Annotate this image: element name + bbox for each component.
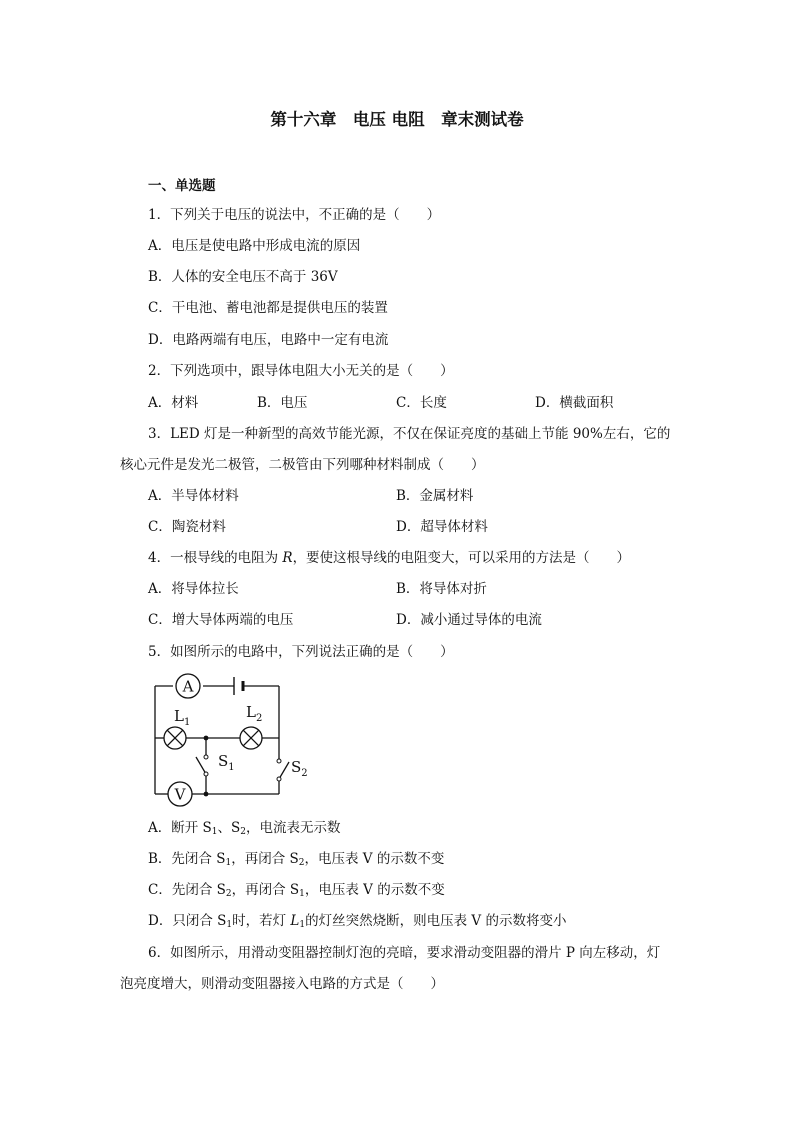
question-1-option-d: D．电路两端有电压，电路中一定有电流	[148, 332, 389, 348]
question-6-stem-line1: 6．如图所示，用滑动变阻器控制灯泡的亮暗，要求滑动变阻器的滑片 P 向左移动，灯	[148, 945, 661, 961]
circuit-diagram	[148, 668, 308, 813]
lamp-l2-label: $L_2$	[246, 703, 263, 724]
question-5-option-b: B．先闭合 $S_1$，再闭合 $S_2$，电压表 V 的示数不变	[148, 851, 445, 868]
question-3-stem-line2: 核心元件是发光二极管，二极管由下列哪种材料制成（ ）	[120, 457, 485, 473]
question-3-option-d: D．超导体材料	[396, 519, 488, 535]
variable-r: R	[282, 550, 293, 566]
question-3-option-b: B．金属材料	[396, 488, 474, 504]
question-1-option-c: C．干电池、蓄电池都是提供电压的装置	[148, 300, 388, 316]
switch-s1-label: $S_1$	[218, 752, 235, 773]
question-5-option-d: D．只闭合 $S_1$时，若灯 $L_1$的灯丝突然烧断，则电压表 V 的示数将变小	[148, 913, 567, 930]
lamp-l1-symbol	[164, 727, 186, 749]
question-1-stem: 1．下列关于电压的说法中，不正确的是（ ）	[148, 207, 441, 223]
section-heading: 一、单选题	[148, 178, 216, 194]
voltmeter-symbol	[168, 782, 192, 806]
question-3-stem-line1: 3．LED 灯是一种新型的高效节能光源，不仅在保证亮度的基础上节能 90%左右，它的	[148, 426, 671, 442]
question-2-option-a: A．材料	[148, 395, 199, 411]
question-4-option-c: C．增大导体两端的电压	[148, 612, 294, 628]
question-4-stem: 4．一根导线的电阻为 R，要使这根导线的电阻变大，可以采用的方法是（ ）	[148, 550, 631, 566]
question-3-option-c: C．陶瓷材料	[148, 519, 226, 535]
lamp-l2-symbol	[240, 727, 262, 749]
question-5-option-a: A．断开 $S_1$、$S_2$，电流表无示数	[148, 820, 341, 837]
question-4-option-a: A．将导体拉长	[148, 581, 239, 597]
lamp-l1-label: $L_1$	[174, 707, 191, 728]
switch-s2-label: $S_2$	[291, 758, 308, 779]
svg-text:A: A	[182, 677, 194, 696]
question-1-option-b: B．人体的安全电压不高于 36V	[148, 269, 338, 285]
question-2-option-c: C．长度	[396, 395, 447, 411]
question-5-option-c: C．先闭合 $S_2$，再闭合 $S_1$，电压表 V 的示数不变	[148, 882, 445, 899]
question-4-option-b: B．将导体对折	[396, 581, 487, 597]
page-title: 第十六章 电压 电阻 章末测试卷	[270, 110, 524, 129]
question-2-option-b: B．电压	[257, 395, 308, 411]
ammeter-symbol	[176, 674, 200, 698]
question-5-stem: 5．如图所示的电路中，下列说法正确的是（ ）	[148, 644, 454, 660]
question-2-stem: 2．下列选项中，跟导体电阻大小无关的是（ ）	[148, 363, 454, 379]
question-6-stem-line2: 泡亮度增大，则滑动变阻器接入电路的方式是（ ）	[120, 976, 444, 992]
svg-text:V: V	[174, 785, 186, 804]
question-1-option-a: A．电压是使电路中形成电流的原因	[148, 238, 361, 254]
question-3-option-a: A．半导体材料	[148, 488, 239, 504]
question-2-option-d: D．横截面积	[535, 395, 614, 411]
question-4-option-d: D．减小通过导体的电流	[396, 612, 542, 628]
